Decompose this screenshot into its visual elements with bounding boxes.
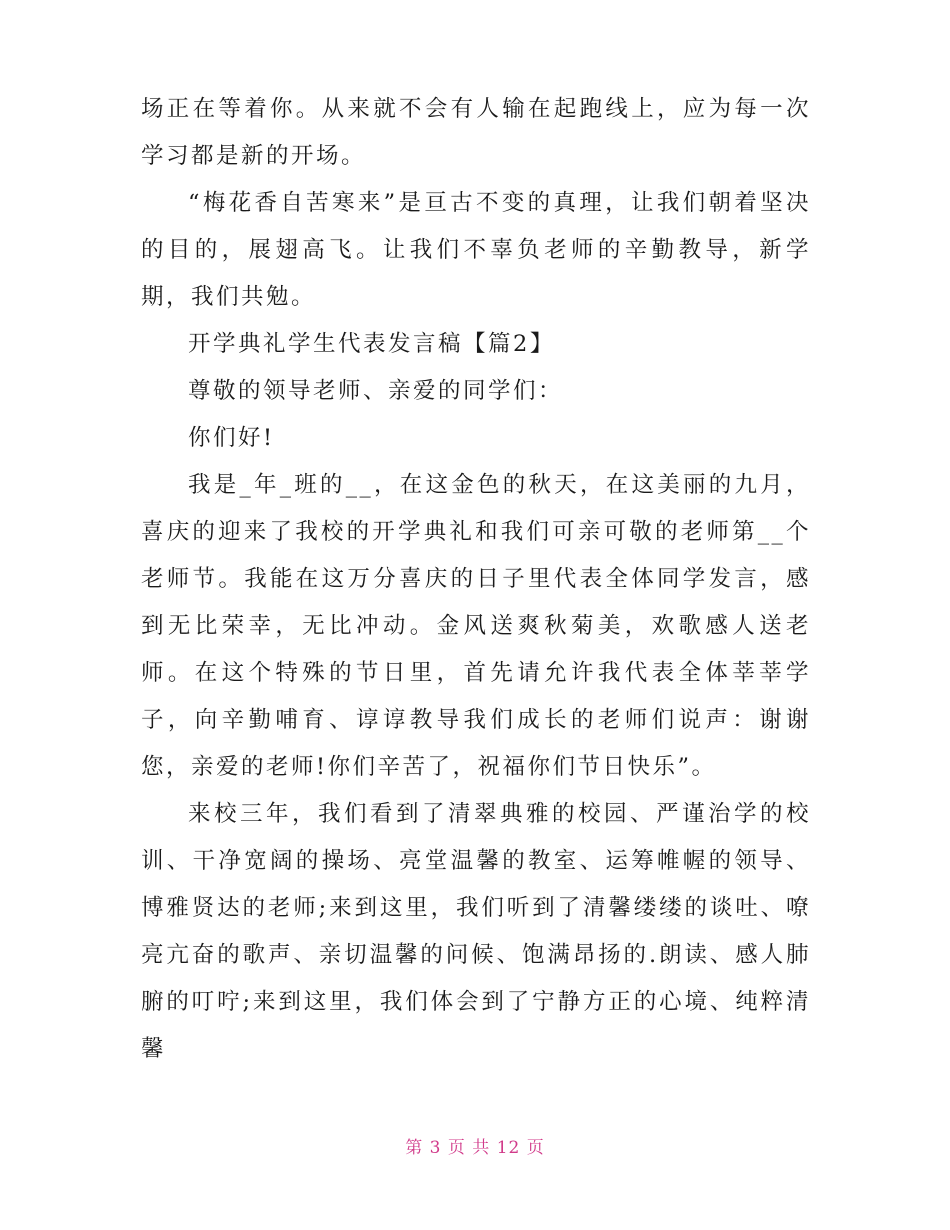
page-footer xyxy=(0,1133,950,1158)
section-heading: 开学典礼学生代表发言稿【篇2】 xyxy=(188,331,555,357)
paragraph-campus: 来校三年，我们看到了清翠典雅的校园、严谨治学的校训、干净宽阔的操场、亮堂温馨的教室、运筹帷幄的领导、博雅贤达的老师;来到这里，我们听到了清馨缕缕的谈吐、嘹亮亢奋的歌声、亲切温馨的问候、饱满昂扬的.朗读、感人肺腑的叮咛;来到这里，我们体会到了宁静方正的心境、纯粹清馨 xyxy=(141,801,811,1062)
paragraph-1: 场正在等着你。从来就不会有人输在起跑线上，应为每一次学习都是新的开场。 xyxy=(141,96,811,169)
paragraph-intro: 我是_年_班的__，在这金色的秋天，在这美丽的九月，喜庆的迎来了我校的开学典礼和我们可亲可敬的老师第__个老师节。我能在这万分喜庆的日子里代表全体同学发言，感到无比荣幸，无比冲动。金风送爽秋菊美，欢歌感人送老师。在这个特殊的节日里，首先请允许我代表全体莘莘学子，向辛勤哺育、谆谆教导我们成长的老师们说声：谢谢您，亲爱的老师!你们辛苦了，祝福你们节日快乐”。 xyxy=(141,472,811,780)
page-number: 第 3 页 共 12 页 xyxy=(405,1138,545,1158)
salutation: 尊敬的领导老师、亲爱的同学们： xyxy=(188,378,564,404)
greeting: 你们好! xyxy=(188,425,275,451)
paragraph-2: “梅花香自苦寒来”是亘古不变的真理，让我们朝着坚决的目的，展翅高飞。让我们不辜负老师的辛勤教导，新学期，我们共勉。 xyxy=(141,190,811,310)
document-body xyxy=(141,86,811,1073)
